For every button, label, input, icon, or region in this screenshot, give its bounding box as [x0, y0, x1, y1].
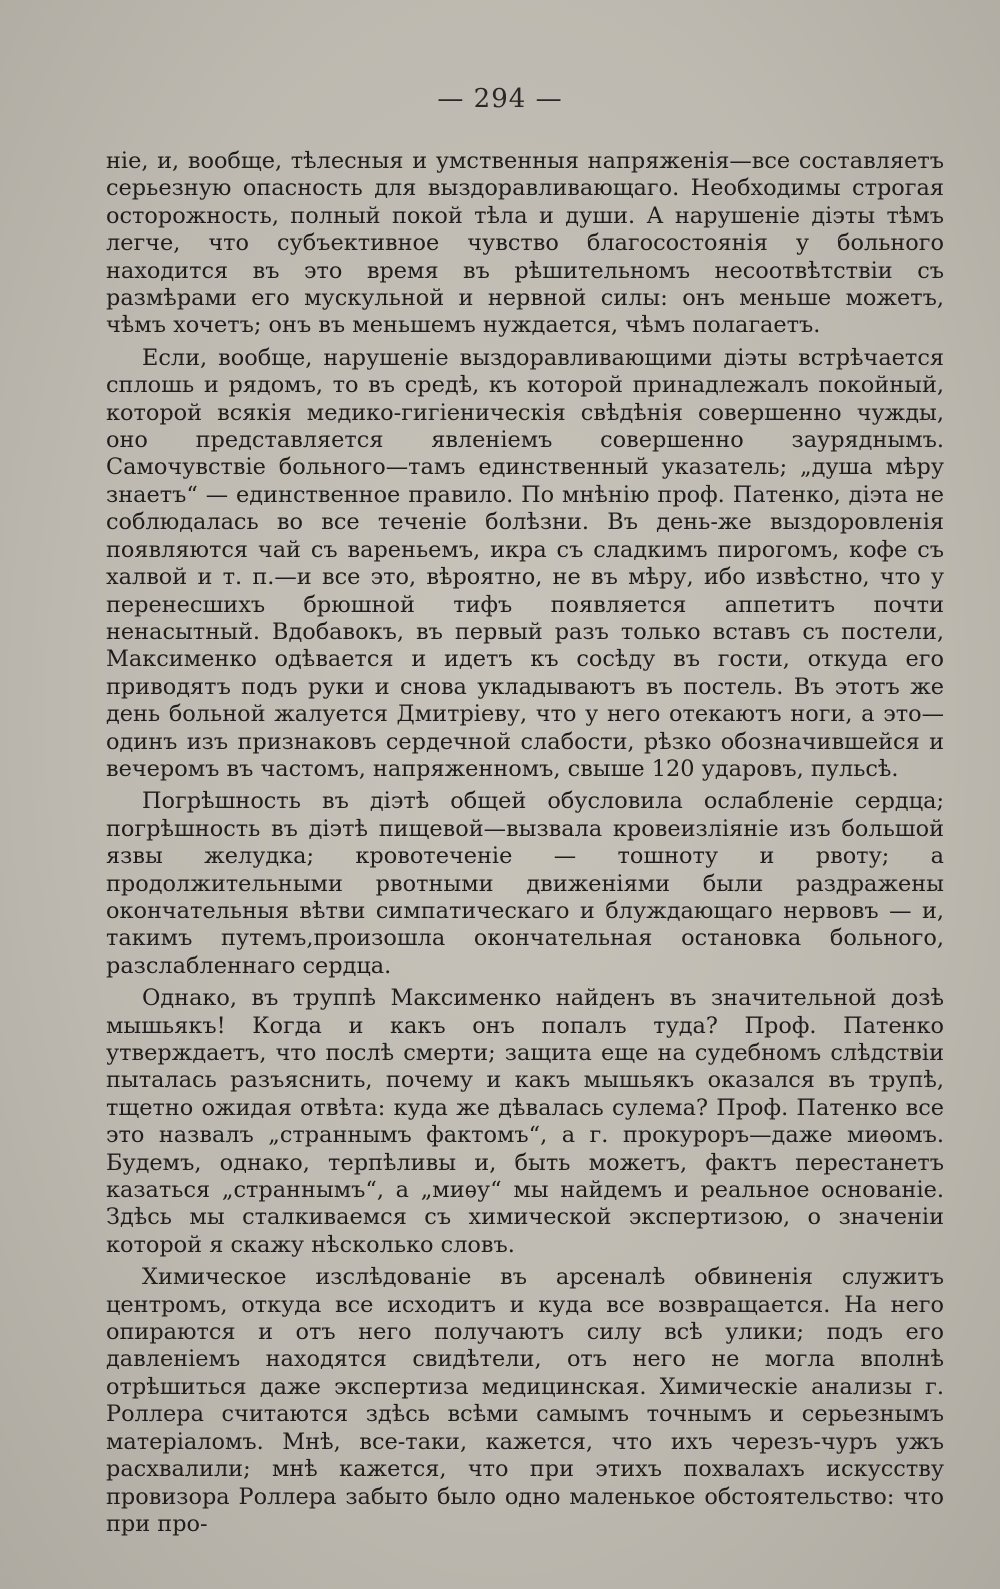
page-number: — 294 —: [437, 84, 563, 114]
paragraph-5: Химическое изслѣдованіе въ арсеналѣ обвиненія служитъ центромъ, откуда все исходитъ и куда все возвращается. На него опираются и отъ него получаютъ силу всѣ улики; подъ его давленіемъ находятся свидѣтели, отъ него не могла вполнѣ отрѣшиться даже экспертиза медицинская. Химическіе анализы г. Роллера считаются здѣсь всѣми самымъ точнымъ и серьезнымъ матеріаломъ. Мнѣ, все-таки, кажется, что ихъ черезъ-чуръ ужъ расхвалили; мнѣ кажется, что при этихъ похвалахъ искусству провизора Роллера забыто было одно маленькое обстоятельство: что при про-: [106, 1264, 944, 1537]
paragraph-1: ніе, и, вообще, тѣлесныя и умственныя напряженія—все составляетъ серьезную опасность для выздоравливающаго. Необходимы строгая осторожность, полный покой тѣла и души. А нарушеніе діэты тѣмъ легче, что субъективное чувство благосостоянія у больного находится въ это время въ рѣшительномъ несоотвѣтствіи съ размѣрами его мускульной и нервной силы: онъ меньше можетъ, чѣмъ хочетъ; онъ въ меньшемъ нуждается, чѣмъ полагаетъ.: [106, 148, 944, 339]
paragraph-2: Если, вообще, нарушеніе выздоравливающими діэты встрѣчается сплошь и рядомъ, то въ средѣ, къ которой принадлежалъ покойный, которой всякія медико-гигіеническія свѣдѣнія совершенно чужды, оно представляется явленіемъ совершенно зауряднымъ. Самочувствіе больного—тамъ единственный указатель; „душа мѣру знаетъ“ — единственное правило. По мнѣнію проф. Патенко, діэта не соблюдалась во все теченіе болѣзни. Въ день-же выздоровленія появляются чай съ вареньемъ, икра съ сладкимъ пирогомъ, кофе съ халвой и т. п.—и все это, вѣроятно, не въ мѣру, ибо извѣстно, что у перенесшихъ брюшной тифъ появляется аппетитъ почти ненасытный. Вдобавокъ, въ первый разъ только вставъ съ постели, Максименко одѣвается и идетъ къ сосѣду въ гости, откуда его приводятъ подъ руки и снова укладываютъ въ постель. Въ этотъ же день больной жалуется Дмитріеву, что у него отекаютъ ноги, а это—одинъ изъ признаковъ сердечной слабости, рѣзко обозначившейся и вечеромъ въ частомъ, напряженномъ, свыше 120 ударовъ, пульсѣ.: [106, 344, 944, 782]
body-text: [106, 148, 944, 1543]
paragraph-4: Однако, въ труппѣ Максименко найденъ въ значительной дозѣ мышьякъ! Когда и какъ онъ попалъ туда? Проф. Патенко утверждаетъ, что послѣ смерти; защита еще на судебномъ слѣдствіи пыталась разъяснить, почему и какъ мышьякъ оказался въ трупѣ, тщетно ожидая отвѣта: куда же дѣвалась сулема? Проф. Патенко все это назвалъ „страннымъ фактомъ“, а г. прокуроръ—даже миѳомъ. Будемъ, однако, терпѣливы и, быть можетъ, фактъ перестанетъ казаться „страннымъ“, а „миѳу“ мы найдемъ и реальное основаніе. Здѣсь мы сталкиваемся съ химической экспертизою, о значеніи которой я скажу нѣсколько словъ.: [106, 985, 944, 1258]
paragraph-3: Погрѣшность въ діэтѣ общей обусловила ослабленіе сердца; погрѣшность въ діэтѣ пищевой—вызвала кровеизліяніе изъ большой язвы желудка; кровотеченіе — тошноту и рвоту; а продолжительными рвотными движеніями были раздражены окончательныя вѣтви симпатическаго и блуждающаго нервовъ — и, такимъ путемъ,произошла окончательная остановка больного, разслабленнаго сердца.: [106, 788, 944, 979]
